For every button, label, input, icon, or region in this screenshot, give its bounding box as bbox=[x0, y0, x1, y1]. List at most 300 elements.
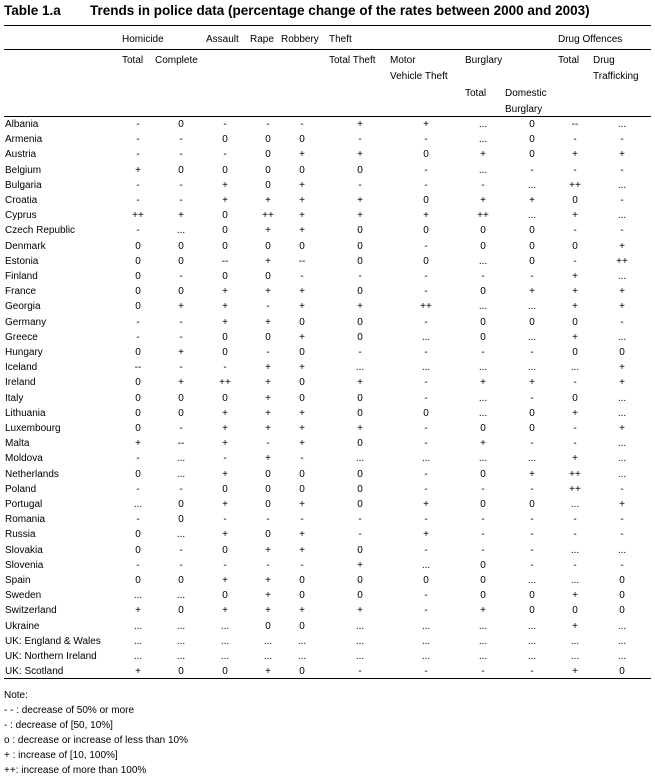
cell-assault: - bbox=[223, 453, 227, 465]
cell-burglary-total: 0 bbox=[480, 423, 486, 434]
cell-robbery: - bbox=[300, 453, 304, 465]
cell-homicide-total: 0 bbox=[135, 240, 141, 252]
cell-burglary-total: 0 bbox=[480, 225, 486, 237]
cell-rape: - bbox=[266, 347, 270, 358]
cell-assault: + bbox=[222, 438, 228, 450]
cell-homicide-total: - bbox=[136, 514, 140, 526]
header-drug-offences: Drug Offences bbox=[558, 34, 623, 45]
cell-drug-total: + bbox=[572, 407, 578, 419]
cell-drug-total: 0 bbox=[572, 316, 578, 328]
cell-burglary-total: ... bbox=[478, 119, 488, 130]
cell-homicide-complete: 0 bbox=[178, 119, 184, 130]
cell-homicide-complete: - bbox=[179, 134, 183, 146]
cell-burglary-total: 0 bbox=[480, 499, 486, 510]
cell-drug-trafficking: ... bbox=[617, 620, 627, 632]
cell-motor-vehicle-theft: - bbox=[424, 164, 428, 176]
note-line: ++: increase of more than 100% bbox=[4, 765, 147, 776]
cell-robbery: + bbox=[299, 286, 305, 298]
cell-total-theft: 0 bbox=[357, 468, 363, 480]
cell-domestic-burglary: ... bbox=[527, 179, 537, 191]
cell-robbery: + bbox=[299, 225, 305, 237]
cell-burglary-total: - bbox=[481, 347, 485, 358]
cell-drug-trafficking: ... bbox=[617, 210, 627, 222]
cell-domestic-burglary: - bbox=[530, 544, 534, 556]
cell-motor-vehicle-theft: + bbox=[423, 210, 429, 222]
cell-motor-vehicle-theft: - bbox=[424, 377, 428, 389]
cell-burglary-total: + bbox=[480, 605, 486, 617]
cell-total-theft: + bbox=[357, 210, 363, 222]
cell-homicide-complete: - bbox=[179, 195, 183, 206]
cell-assault: 0 bbox=[222, 331, 228, 343]
cell-motor-vehicle-theft: ... bbox=[421, 453, 431, 465]
cell-homicide-total: 0 bbox=[135, 423, 141, 434]
country-cell: Malta bbox=[5, 438, 30, 450]
cell-rape: 0 bbox=[265, 164, 271, 176]
cell-assault: + bbox=[222, 499, 228, 510]
cell-homicide-complete: - bbox=[179, 544, 183, 556]
cell-robbery: 0 bbox=[299, 483, 305, 495]
cell-assault: 0 bbox=[222, 271, 228, 282]
cell-motor-vehicle-theft: 0 bbox=[423, 225, 429, 237]
cell-assault: 0 bbox=[222, 225, 228, 237]
cell-robbery: 0 bbox=[299, 666, 305, 678]
top-rule bbox=[4, 25, 651, 26]
cell-motor-vehicle-theft: - bbox=[424, 438, 428, 450]
cell-homicide-total: - bbox=[136, 453, 140, 465]
cell-robbery: + bbox=[299, 195, 305, 206]
cell-motor-vehicle-theft: ... bbox=[421, 651, 431, 662]
cell-rape: + bbox=[265, 575, 271, 586]
cell-burglary-total: + bbox=[480, 377, 486, 389]
cell-robbery: 0 bbox=[299, 392, 305, 404]
cell-robbery: + bbox=[299, 407, 305, 419]
cell-assault: 0 bbox=[222, 164, 228, 176]
cell-domestic-burglary: 0 bbox=[529, 590, 535, 602]
cell-homicide-complete: - bbox=[179, 362, 183, 374]
cell-burglary-total: ... bbox=[478, 362, 488, 374]
cell-robbery: - bbox=[300, 271, 304, 282]
cell-homicide-complete: 0 bbox=[178, 605, 184, 617]
cell-domestic-burglary: 0 bbox=[529, 149, 535, 161]
cell-drug-trafficking: ... bbox=[617, 407, 627, 419]
cell-drug-total: - bbox=[573, 514, 577, 526]
cell-domestic-burglary: ... bbox=[527, 453, 537, 465]
cell-robbery: 0 bbox=[299, 620, 305, 632]
cell-robbery: + bbox=[299, 605, 305, 617]
cell-drug-total: + bbox=[572, 149, 578, 161]
header-motor-vehicle-theft-1: Motor bbox=[390, 55, 416, 66]
cell-drug-total: + bbox=[572, 286, 578, 298]
cell-drug-total: + bbox=[572, 210, 578, 222]
cell-robbery: 0 bbox=[299, 590, 305, 602]
cell-homicide-complete: - bbox=[179, 179, 183, 191]
cell-assault: + bbox=[222, 468, 228, 480]
cell-burglary-total: 0 bbox=[480, 316, 486, 328]
cell-assault: - bbox=[223, 149, 227, 161]
cell-burglary-total: + bbox=[480, 438, 486, 450]
cell-homicide-total: 0 bbox=[135, 377, 141, 389]
cell-assault: ++ bbox=[219, 377, 231, 389]
cell-homicide-complete: ... bbox=[176, 225, 186, 237]
cell-homicide-total: ... bbox=[133, 590, 143, 602]
cell-domestic-burglary: - bbox=[530, 529, 534, 541]
cell-drug-total: + bbox=[572, 271, 578, 282]
country-cell: UK: England & Wales bbox=[5, 635, 101, 647]
cell-total-theft: - bbox=[358, 271, 362, 282]
cell-burglary-total: + bbox=[480, 149, 486, 161]
cell-homicide-total: - bbox=[136, 331, 140, 343]
cell-rape: 0 bbox=[265, 620, 271, 632]
cell-domestic-burglary: 0 bbox=[529, 316, 535, 328]
cell-rape: + bbox=[265, 362, 271, 374]
cell-homicide-complete: 0 bbox=[178, 255, 184, 267]
cell-drug-total: ... bbox=[570, 635, 580, 647]
cell-domestic-burglary: + bbox=[529, 468, 535, 480]
country-cell: Luxembourg bbox=[5, 423, 61, 434]
cell-robbery: -- bbox=[298, 255, 306, 267]
cell-drug-trafficking: - bbox=[620, 225, 624, 237]
cell-drug-total: - bbox=[573, 377, 577, 389]
cell-drug-trafficking: - bbox=[620, 529, 624, 541]
cell-domestic-burglary: 0 bbox=[529, 240, 535, 252]
cell-domestic-burglary: - bbox=[530, 392, 534, 404]
cell-drug-trafficking: ... bbox=[617, 544, 627, 556]
country-cell: Sweden bbox=[5, 590, 42, 602]
cell-rape: ... bbox=[263, 651, 273, 662]
cell-burglary-total: ++ bbox=[477, 210, 489, 222]
cell-drug-trafficking: 0 bbox=[619, 575, 625, 586]
cell-homicide-complete: -- bbox=[177, 438, 185, 450]
cell-motor-vehicle-theft: - bbox=[424, 179, 428, 191]
cell-homicide-total: + bbox=[135, 438, 141, 450]
note-line: - : decrease of [50, 10%] bbox=[4, 720, 113, 731]
cell-total-theft: 0 bbox=[357, 331, 363, 343]
cell-drug-trafficking: + bbox=[619, 301, 625, 313]
cell-motor-vehicle-theft: 0 bbox=[423, 407, 429, 419]
cell-robbery: + bbox=[299, 179, 305, 191]
cell-robbery: + bbox=[299, 362, 305, 374]
cell-drug-total: - bbox=[573, 164, 577, 176]
cell-drug-total: 0 bbox=[572, 240, 578, 252]
cell-motor-vehicle-theft: - bbox=[424, 392, 428, 404]
cell-domestic-burglary: 0 bbox=[529, 255, 535, 267]
cell-rape: + bbox=[265, 316, 271, 328]
cell-robbery: ... bbox=[297, 635, 307, 647]
cell-total-theft: 0 bbox=[357, 225, 363, 237]
cell-total-theft: - bbox=[358, 666, 362, 678]
cell-burglary-total: 0 bbox=[480, 331, 486, 343]
header-drug-total: Total bbox=[558, 55, 580, 66]
cell-burglary-total: ... bbox=[478, 255, 488, 267]
cell-robbery: 0 bbox=[299, 377, 305, 389]
cell-drug-total: ++ bbox=[569, 179, 581, 191]
cell-rape: - bbox=[266, 514, 270, 526]
cell-homicide-total: ... bbox=[133, 635, 143, 647]
cell-assault: + bbox=[222, 179, 228, 191]
country-cell: Estonia bbox=[5, 255, 39, 267]
cell-domestic-burglary: ... bbox=[527, 575, 537, 586]
cell-total-theft: + bbox=[357, 377, 363, 389]
cell-motor-vehicle-theft: 0 bbox=[423, 255, 429, 267]
cell-domestic-burglary: 0 bbox=[529, 225, 535, 237]
cell-domestic-burglary: - bbox=[530, 271, 534, 282]
cell-homicide-total: - bbox=[136, 225, 140, 237]
cell-rape: 0 bbox=[265, 483, 271, 495]
cell-robbery: + bbox=[299, 423, 305, 434]
cell-homicide-total: 0 bbox=[135, 347, 141, 358]
cell-burglary-total: ... bbox=[478, 453, 488, 465]
country-cell: Belgium bbox=[5, 164, 42, 176]
cell-rape: 0 bbox=[265, 179, 271, 191]
cell-domestic-burglary: ... bbox=[527, 620, 537, 632]
cell-motor-vehicle-theft: + bbox=[423, 499, 429, 510]
cell-burglary-total: + bbox=[480, 195, 486, 206]
cell-motor-vehicle-theft: ... bbox=[421, 362, 431, 374]
country-cell: Hungary bbox=[5, 347, 43, 358]
cell-total-theft: 0 bbox=[357, 575, 363, 586]
cell-assault: -- bbox=[221, 255, 229, 267]
cell-drug-total: - bbox=[573, 255, 577, 267]
cell-rape: 0 bbox=[265, 134, 271, 146]
cell-rape: 0 bbox=[265, 240, 271, 252]
cell-homicide-complete: ... bbox=[176, 590, 186, 602]
cell-rape: 0 bbox=[265, 468, 271, 480]
cell-assault: + bbox=[222, 423, 228, 434]
cell-rape: + bbox=[265, 453, 271, 465]
cell-motor-vehicle-theft: 0 bbox=[423, 195, 429, 206]
cell-motor-vehicle-theft: - bbox=[424, 468, 428, 480]
cell-motor-vehicle-theft: - bbox=[424, 483, 428, 495]
cell-assault: 0 bbox=[222, 134, 228, 146]
country-cell: Austria bbox=[5, 149, 37, 161]
cell-homicide-complete: - bbox=[179, 423, 183, 434]
cell-motor-vehicle-theft: - bbox=[424, 271, 428, 282]
cell-motor-vehicle-theft: - bbox=[424, 666, 428, 678]
cell-assault: 0 bbox=[222, 544, 228, 556]
cell-homicide-total: - bbox=[136, 119, 140, 130]
cell-motor-vehicle-theft: + bbox=[423, 529, 429, 541]
country-cell: Lithuania bbox=[5, 407, 46, 419]
cell-motor-vehicle-theft: ... bbox=[421, 620, 431, 632]
cell-homicide-total: - bbox=[136, 483, 140, 495]
cell-assault: + bbox=[222, 529, 228, 541]
cell-rape: + bbox=[265, 605, 271, 617]
cell-homicide-complete: 0 bbox=[178, 286, 184, 298]
cell-burglary-total: 0 bbox=[480, 468, 486, 480]
country-cell: Slovakia bbox=[5, 544, 43, 556]
cell-rape: + bbox=[265, 590, 271, 602]
cell-total-theft: 0 bbox=[357, 286, 363, 298]
country-cell: Poland bbox=[5, 483, 37, 495]
cell-homicide-total: 0 bbox=[135, 286, 141, 298]
cell-drug-trafficking: + bbox=[619, 149, 625, 161]
header-burglary-total: Total bbox=[465, 88, 487, 99]
cell-drug-total: 0 bbox=[572, 195, 578, 206]
header-motor-vehicle-theft-2: Vehicle Theft bbox=[390, 71, 448, 82]
cell-motor-vehicle-theft: + bbox=[423, 119, 429, 130]
cell-domestic-burglary: + bbox=[529, 377, 535, 389]
header-homicide-complete: Complete bbox=[155, 55, 198, 66]
cell-homicide-complete: 0 bbox=[178, 575, 184, 586]
cell-homicide-complete: ... bbox=[176, 651, 186, 662]
cell-homicide-total: 0 bbox=[135, 407, 141, 419]
cell-homicide-complete: + bbox=[178, 301, 184, 313]
cell-domestic-burglary: 0 bbox=[529, 407, 535, 419]
cell-motor-vehicle-theft: - bbox=[424, 544, 428, 556]
cell-drug-trafficking: + bbox=[619, 423, 625, 434]
cell-drug-total: 0 bbox=[572, 392, 578, 404]
cell-assault: 0 bbox=[222, 483, 228, 495]
cell-assault: + bbox=[222, 195, 228, 206]
cell-robbery: + bbox=[299, 499, 305, 510]
cell-domestic-burglary: - bbox=[530, 666, 534, 678]
cell-rape: + bbox=[265, 286, 271, 298]
cell-total-theft: ... bbox=[355, 453, 365, 465]
cell-assault: - bbox=[223, 362, 227, 374]
cell-robbery: - bbox=[300, 514, 304, 526]
cell-assault: 0 bbox=[222, 347, 228, 358]
cell-homicide-complete: + bbox=[178, 210, 184, 222]
cell-total-theft: 0 bbox=[357, 407, 363, 419]
cell-homicide-total: 0 bbox=[135, 544, 141, 556]
cell-total-theft: - bbox=[358, 514, 362, 526]
cell-rape: - bbox=[266, 438, 270, 450]
cell-domestic-burglary: 0 bbox=[529, 605, 535, 617]
cell-homicide-complete: - bbox=[179, 483, 183, 495]
cell-rape: - bbox=[266, 301, 270, 313]
cell-motor-vehicle-theft: ++ bbox=[420, 301, 432, 313]
notes bbox=[4, 688, 188, 778]
cell-assault: - bbox=[223, 119, 227, 130]
cell-assault: - bbox=[223, 514, 227, 526]
cell-total-theft: + bbox=[357, 605, 363, 617]
cell-drug-trafficking: ... bbox=[617, 179, 627, 191]
cell-drug-total: + bbox=[572, 590, 578, 602]
cell-homicide-total: - bbox=[136, 195, 140, 206]
cell-robbery: - bbox=[300, 119, 304, 130]
cell-burglary-total: ... bbox=[478, 164, 488, 176]
country-cell: Czech Republic bbox=[5, 225, 76, 237]
cell-motor-vehicle-theft: - bbox=[424, 514, 428, 526]
country-cell: Bulgaria bbox=[5, 179, 42, 191]
header-homicide: Homicide bbox=[122, 34, 164, 45]
cell-rape: ... bbox=[263, 635, 273, 647]
cell-drug-total: - bbox=[573, 225, 577, 237]
cell-motor-vehicle-theft: 0 bbox=[423, 149, 429, 161]
cell-drug-trafficking: ... bbox=[617, 392, 627, 404]
cell-burglary-total: - bbox=[481, 179, 485, 191]
cell-rape: 0 bbox=[265, 271, 271, 282]
country-cell: UK: Scotland bbox=[5, 666, 64, 678]
cell-drug-trafficking: 0 bbox=[619, 347, 625, 358]
cell-homicide-total: 0 bbox=[135, 529, 141, 541]
cell-drug-total: - bbox=[573, 134, 577, 146]
cell-total-theft: 0 bbox=[357, 483, 363, 495]
country-cell: Italy bbox=[5, 392, 24, 404]
cell-homicide-complete: 0 bbox=[178, 407, 184, 419]
cell-motor-vehicle-theft: - bbox=[424, 286, 428, 298]
cell-rape: 0 bbox=[265, 499, 271, 510]
cell-drug-trafficking: - bbox=[620, 134, 624, 146]
cell-domestic-burglary: - bbox=[530, 164, 534, 176]
cell-rape: + bbox=[265, 407, 271, 419]
cell-total-theft: + bbox=[357, 559, 363, 571]
cell-drug-total: ++ bbox=[569, 468, 581, 480]
cell-assault: + bbox=[222, 605, 228, 617]
cell-robbery: + bbox=[299, 544, 305, 556]
cell-domestic-burglary: ... bbox=[527, 362, 537, 374]
cell-motor-vehicle-theft: ... bbox=[421, 331, 431, 343]
cell-rape: + bbox=[265, 666, 271, 678]
cell-drug-total: - bbox=[573, 423, 577, 434]
cell-rape: 0 bbox=[265, 331, 271, 343]
table-title bbox=[4, 3, 590, 18]
cell-total-theft: - bbox=[358, 179, 362, 191]
cell-drug-total: + bbox=[572, 620, 578, 632]
cell-total-theft: + bbox=[357, 119, 363, 130]
cell-homicide-total: ... bbox=[133, 499, 143, 510]
header-theft: Theft bbox=[329, 34, 352, 45]
header-homicide-total: Total bbox=[122, 55, 144, 66]
cell-drug-total: ... bbox=[570, 499, 580, 510]
header-robbery: Robbery bbox=[281, 34, 319, 45]
cell-assault: 0 bbox=[222, 210, 228, 222]
cell-homicide-complete: 0 bbox=[178, 514, 184, 526]
cell-rape: - bbox=[266, 559, 270, 571]
cell-motor-vehicle-theft: ... bbox=[421, 559, 431, 571]
cell-burglary-total: 0 bbox=[480, 286, 486, 298]
cell-robbery: 0 bbox=[299, 134, 305, 146]
cell-homicide-complete: 0 bbox=[178, 499, 184, 510]
cell-homicide-complete: 0 bbox=[178, 164, 184, 176]
cell-drug-trafficking: ++ bbox=[616, 255, 628, 267]
cell-robbery: 0 bbox=[299, 468, 305, 480]
cell-rape: + bbox=[265, 225, 271, 237]
cell-homicide-total: 0 bbox=[135, 392, 141, 404]
cell-total-theft: 0 bbox=[357, 590, 363, 602]
cell-total-theft: 0 bbox=[357, 240, 363, 252]
cell-homicide-complete: + bbox=[178, 347, 184, 358]
cell-rape: + bbox=[265, 544, 271, 556]
cell-drug-total: ... bbox=[570, 651, 580, 662]
cell-homicide-complete: - bbox=[179, 271, 183, 282]
cell-drug-trafficking: ... bbox=[617, 651, 627, 662]
cell-motor-vehicle-theft: - bbox=[424, 316, 428, 328]
cell-total-theft: 0 bbox=[357, 499, 363, 510]
cell-assault: + bbox=[222, 575, 228, 586]
cell-drug-trafficking: - bbox=[620, 559, 624, 571]
cell-total-theft: 0 bbox=[357, 164, 363, 176]
cell-homicide-total: - bbox=[136, 134, 140, 146]
cell-burglary-total: 0 bbox=[480, 575, 486, 586]
cell-assault: 0 bbox=[222, 240, 228, 252]
cell-drug-total: + bbox=[572, 331, 578, 343]
cell-robbery: + bbox=[299, 149, 305, 161]
cell-rape: 0 bbox=[265, 529, 271, 541]
cell-homicide-complete: - bbox=[179, 149, 183, 161]
cell-domestic-burglary: 0 bbox=[529, 119, 535, 130]
cell-assault: 0 bbox=[222, 392, 228, 404]
cell-drug-trafficking: + bbox=[619, 499, 625, 510]
cell-total-theft: + bbox=[357, 195, 363, 206]
cell-robbery: + bbox=[299, 210, 305, 222]
country-cell: UK: Northern Ireland bbox=[5, 651, 97, 662]
country-cell: Denmark bbox=[5, 240, 46, 252]
cell-burglary-total: ... bbox=[478, 407, 488, 419]
country-cell: Russia bbox=[5, 529, 36, 541]
cell-drug-total: - bbox=[573, 559, 577, 571]
cell-homicide-total: ++ bbox=[132, 210, 144, 222]
